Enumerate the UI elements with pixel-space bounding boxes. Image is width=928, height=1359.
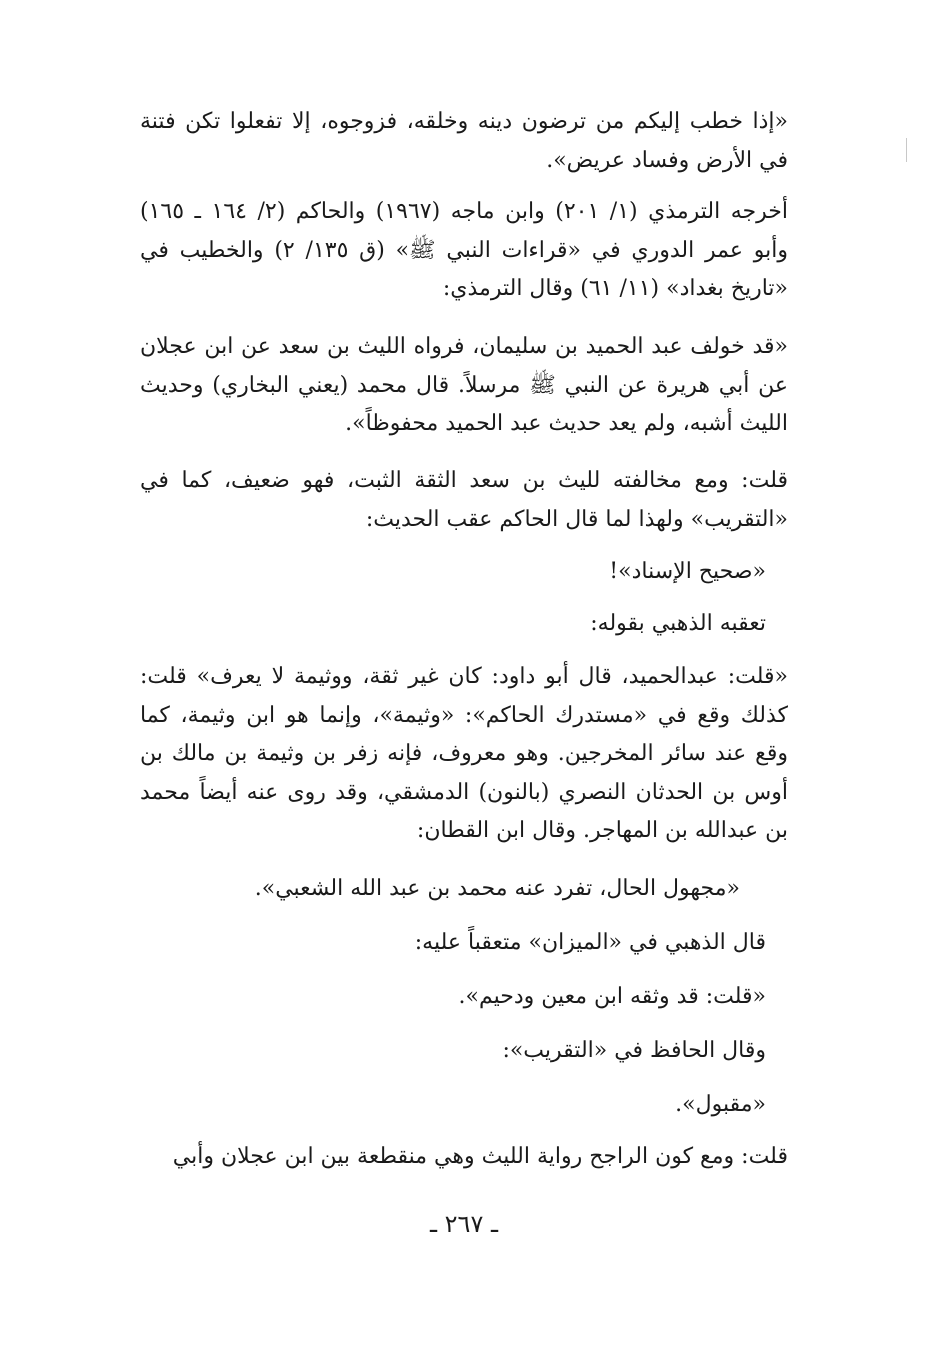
mizan-quote-text: «قلت: قد وثقه ابن معين ودحيم».: [458, 984, 766, 1009]
author-comment-paragraph: قلت: ومع مخالفته لليث بن سعد الثقة الثبت، فهو ضعيف، كما في «التقريب» ولهذا لما قال الحاكم عقب الحديث:: [140, 468, 788, 532]
taqrib-intro-line: [140, 1032, 788, 1071]
scan-artifact: [906, 138, 907, 162]
hakim-quote-line: [140, 553, 788, 592]
dhahabi-note-paragraph: «قلت: عبدالحميد، قال أبو داود: كان غير ثقة، ووثيمة لا يعرف» قلت: كذلك وقع في «مستدرك الحاكم»: «وثيمة»، وإنما هو ابن وثيمة، كما وقع عند سائر المخرجين. وهو معروف، فإنه زفر بن وثيمة بن مالك بن أوس بن الحدثان النصري (بالنون) الدمشقي، وقد روى عنه أيضاً محمد بن عبدالله بن المهاجر. وقال ابن القطان:: [140, 664, 788, 843]
taqrib-quote-line: [140, 1086, 788, 1125]
ibn-qattan-quote-text: «مجهول الحال، تفرد عنه محمد بن عبد الله الشعبي».: [254, 876, 740, 901]
ibn-qattan-quote-line: [140, 870, 788, 909]
mizan-intro-text: قال الذهبي في «الميزان» متعقباً عليه:: [414, 930, 766, 955]
hadith-quote-paragraph: «إذا خطب إليكم من ترضون دينه وخلقه، فزوجوه، إلا تفعلوا تكن فتنة في الأرض وفساد عريض».: [140, 109, 788, 173]
taqrib-intro-text: وقال الحافظ في «التقريب»:: [502, 1038, 766, 1063]
mizan-intro-line: [140, 924, 788, 963]
mizan-quote-line: [140, 978, 788, 1017]
dhahabi-intro-line: [140, 605, 788, 644]
dhahabi-intro-text: تعقبه الذهبي بقوله:: [590, 611, 766, 636]
taqrib-quote-text: «مقبول».: [675, 1092, 766, 1117]
tirmidhi-quote-paragraph: «قد خولف عبد الحميد بن سليمان، فرواه الليث بن سعد عن ابن عجلان عن أبي هريرة عن النبي ﷺ مرسلاً. قال محمد (يعني البخاري) وحديث الليث أشبه، ولم يعد حديث عبد الحميد محفوظاً».: [140, 334, 788, 436]
takhrij-paragraph: أخرجه الترمذي (١/ ٢٠١) وابن ماجه (١٩٦٧) والحاكم (٢/ ١٦٤ ـ ١٦٥) وأبو عمر الدوري في «قراءات النبي ﷺ» (ق ١٣٥/ ٢) والخطيب في «تاريخ بغداد» (١١/ ٦١) وقال الترمذي:: [140, 199, 789, 301]
final-comment-paragraph: قلت: ومع كون الراجح رواية الليث وهي منقطعة بين ابن عجلان وأبي: [172, 1144, 788, 1169]
page-number: ـ ٢٦٧ ـ: [429, 1210, 498, 1238]
hakim-quote-text: «صحيح الإسناد»!: [609, 559, 766, 584]
